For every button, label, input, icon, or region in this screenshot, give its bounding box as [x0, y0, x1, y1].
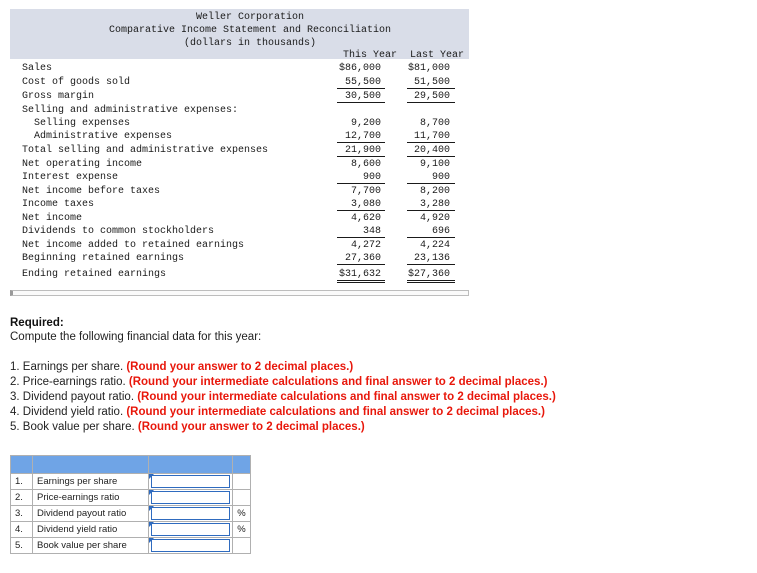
requirement-item: [10, 390, 556, 405]
requirement-text: 5. Book value per share.: [10, 421, 138, 433]
row-this-year: 8,600: [350, 159, 381, 170]
row-last-year: 9,100: [419, 159, 450, 170]
row-label: Net income before taxes: [22, 186, 161, 197]
input-flag-icon: [149, 506, 154, 511]
row-last-year: 8,700: [419, 118, 450, 129]
row-label: Net income added to retained earnings: [22, 240, 245, 251]
required-intro: Compute the following financial data for this year:: [10, 331, 262, 343]
row-last-year: 51,500: [413, 77, 450, 88]
requirement-text: 2. Price-earnings ratio.: [10, 376, 129, 388]
answer-number: 2.: [11, 490, 33, 506]
answer-label: Earnings per share: [33, 474, 149, 490]
rounding-note: (Round your intermediate calculations and final answer to 2 decimal places.): [126, 406, 545, 418]
row-last-year: 20,400: [413, 145, 450, 156]
row-this-year: 4,272: [350, 240, 381, 251]
row-this-year: $31,632: [338, 269, 381, 280]
pe-ratio-input[interactable]: [151, 491, 230, 504]
row-label: Net income: [22, 213, 83, 224]
row-last-year: 696: [431, 226, 450, 237]
rounding-note: (Round your answer to 2 decimal places.): [126, 361, 354, 373]
row-last-year: $27,360: [407, 269, 450, 280]
row-label: Dividends to common stockholders: [22, 226, 215, 237]
requirement-item: [10, 375, 547, 390]
underline: [407, 156, 455, 157]
answer-unit: [233, 538, 251, 554]
row-label: Administrative expenses: [34, 131, 173, 142]
col-this-year: This Year: [342, 50, 397, 61]
requirement-item: [10, 420, 365, 435]
answer-number: 1.: [11, 474, 33, 490]
rounding-note: (Round your intermediate calculations and final answer to 2 decimal places.): [128, 376, 548, 388]
statement-title: Comparative Income Statement and Reconciliation: [108, 25, 392, 36]
input-flag-icon: [149, 522, 154, 527]
row-last-year: 4,920: [419, 213, 450, 224]
row-this-year: $86,000: [338, 63, 381, 74]
rounding-note: (Round your intermediate calculations and final answer to 2 decimal places.): [137, 391, 556, 403]
input-flag-icon: [149, 474, 154, 479]
answer-row: [11, 506, 251, 522]
row-this-year: 55,500: [344, 77, 381, 88]
double-underline: [337, 280, 385, 283]
requirement-item: [10, 360, 353, 375]
answer-label: Price-earnings ratio: [33, 490, 149, 506]
input-flag-icon: [149, 490, 154, 495]
answer-label: Dividend yield ratio: [33, 522, 149, 538]
answer-unit: [233, 490, 251, 506]
book-value-input[interactable]: [151, 539, 230, 552]
row-label: Beginning retained earnings: [22, 253, 185, 264]
answer-table-header: [11, 456, 251, 474]
underline: [337, 237, 385, 238]
row-label: Total selling and administrative expenses: [22, 145, 269, 156]
input-flag-icon: [149, 538, 154, 543]
row-this-year: 9,200: [350, 118, 381, 129]
answer-unit: %: [233, 506, 251, 522]
row-label: Gross margin: [22, 91, 95, 102]
requirement-text: 4. Dividend yield ratio.: [10, 406, 127, 418]
row-last-year: 8,200: [419, 186, 450, 197]
underline: [337, 156, 385, 157]
statement-units: (dollars in thousands): [183, 38, 317, 49]
requirement-text: 1. Earnings per share.: [10, 361, 127, 373]
answer-label: Dividend payout ratio: [33, 506, 149, 522]
row-last-year: 23,136: [413, 253, 450, 264]
answer-number: 5.: [11, 538, 33, 554]
yield-ratio-input[interactable]: [151, 523, 230, 536]
answer-row: [11, 474, 251, 490]
row-this-year: 348: [362, 226, 381, 237]
underline: [407, 237, 455, 238]
row-this-year: 27,360: [344, 253, 381, 264]
row-this-year: 4,620: [350, 213, 381, 224]
underline: [407, 264, 455, 265]
row-last-year: 3,280: [419, 199, 450, 210]
payout-ratio-input[interactable]: [151, 507, 230, 520]
row-label: Cost of goods sold: [22, 77, 131, 88]
row-label: Net operating income: [22, 159, 143, 170]
row-last-year: $81,000: [407, 63, 450, 74]
underline: [337, 142, 385, 143]
requirement-text: 3. Dividend payout ratio.: [10, 391, 138, 403]
underline: [407, 183, 455, 184]
answer-row: [11, 522, 251, 538]
row-this-year: 7,700: [350, 186, 381, 197]
underline: [407, 142, 455, 143]
underline: [337, 264, 385, 265]
row-last-year: 4,224: [419, 240, 450, 251]
row-label: Ending retained earnings: [22, 269, 167, 280]
row-this-year: 3,080: [350, 199, 381, 210]
answer-table: [10, 455, 251, 554]
row-label: Interest expense: [22, 172, 119, 183]
answer-number: 3.: [11, 506, 33, 522]
required-heading: Required:: [10, 317, 64, 329]
underline: [407, 102, 455, 103]
row-last-year: 29,500: [413, 91, 450, 102]
col-last-year: Last Year: [409, 50, 464, 61]
underline: [407, 88, 455, 89]
answer-row: [11, 490, 251, 506]
answer-number: 4.: [11, 522, 33, 538]
underline: [337, 183, 385, 184]
horizontal-scrollbar[interactable]: [10, 290, 469, 296]
row-this-year: 12,700: [344, 131, 381, 142]
requirement-item: [10, 405, 545, 420]
row-this-year: 21,900: [344, 145, 381, 156]
answer-unit: %: [233, 522, 251, 538]
answer-unit: [233, 474, 251, 490]
underline: [407, 210, 455, 211]
statement-header: [10, 9, 469, 59]
double-underline: [407, 280, 455, 283]
underline: [337, 102, 385, 103]
row-last-year: 11,700: [413, 131, 450, 142]
company-name: Weller Corporation: [195, 12, 305, 23]
row-this-year: 900: [362, 172, 381, 183]
rounding-note: (Round your answer to 2 decimal places.): [137, 421, 365, 433]
row-label: Income taxes: [22, 199, 95, 210]
row-label: Selling and administrative expenses:: [22, 105, 239, 116]
row-this-year: 30,500: [344, 91, 381, 102]
row-last-year: 900: [431, 172, 450, 183]
underline: [337, 88, 385, 89]
row-label: Selling expenses: [34, 118, 131, 129]
underline: [337, 210, 385, 211]
answer-label: Book value per share: [33, 538, 149, 554]
row-label: Sales: [22, 63, 53, 74]
eps-input[interactable]: [151, 475, 230, 488]
answer-row: [11, 538, 251, 554]
